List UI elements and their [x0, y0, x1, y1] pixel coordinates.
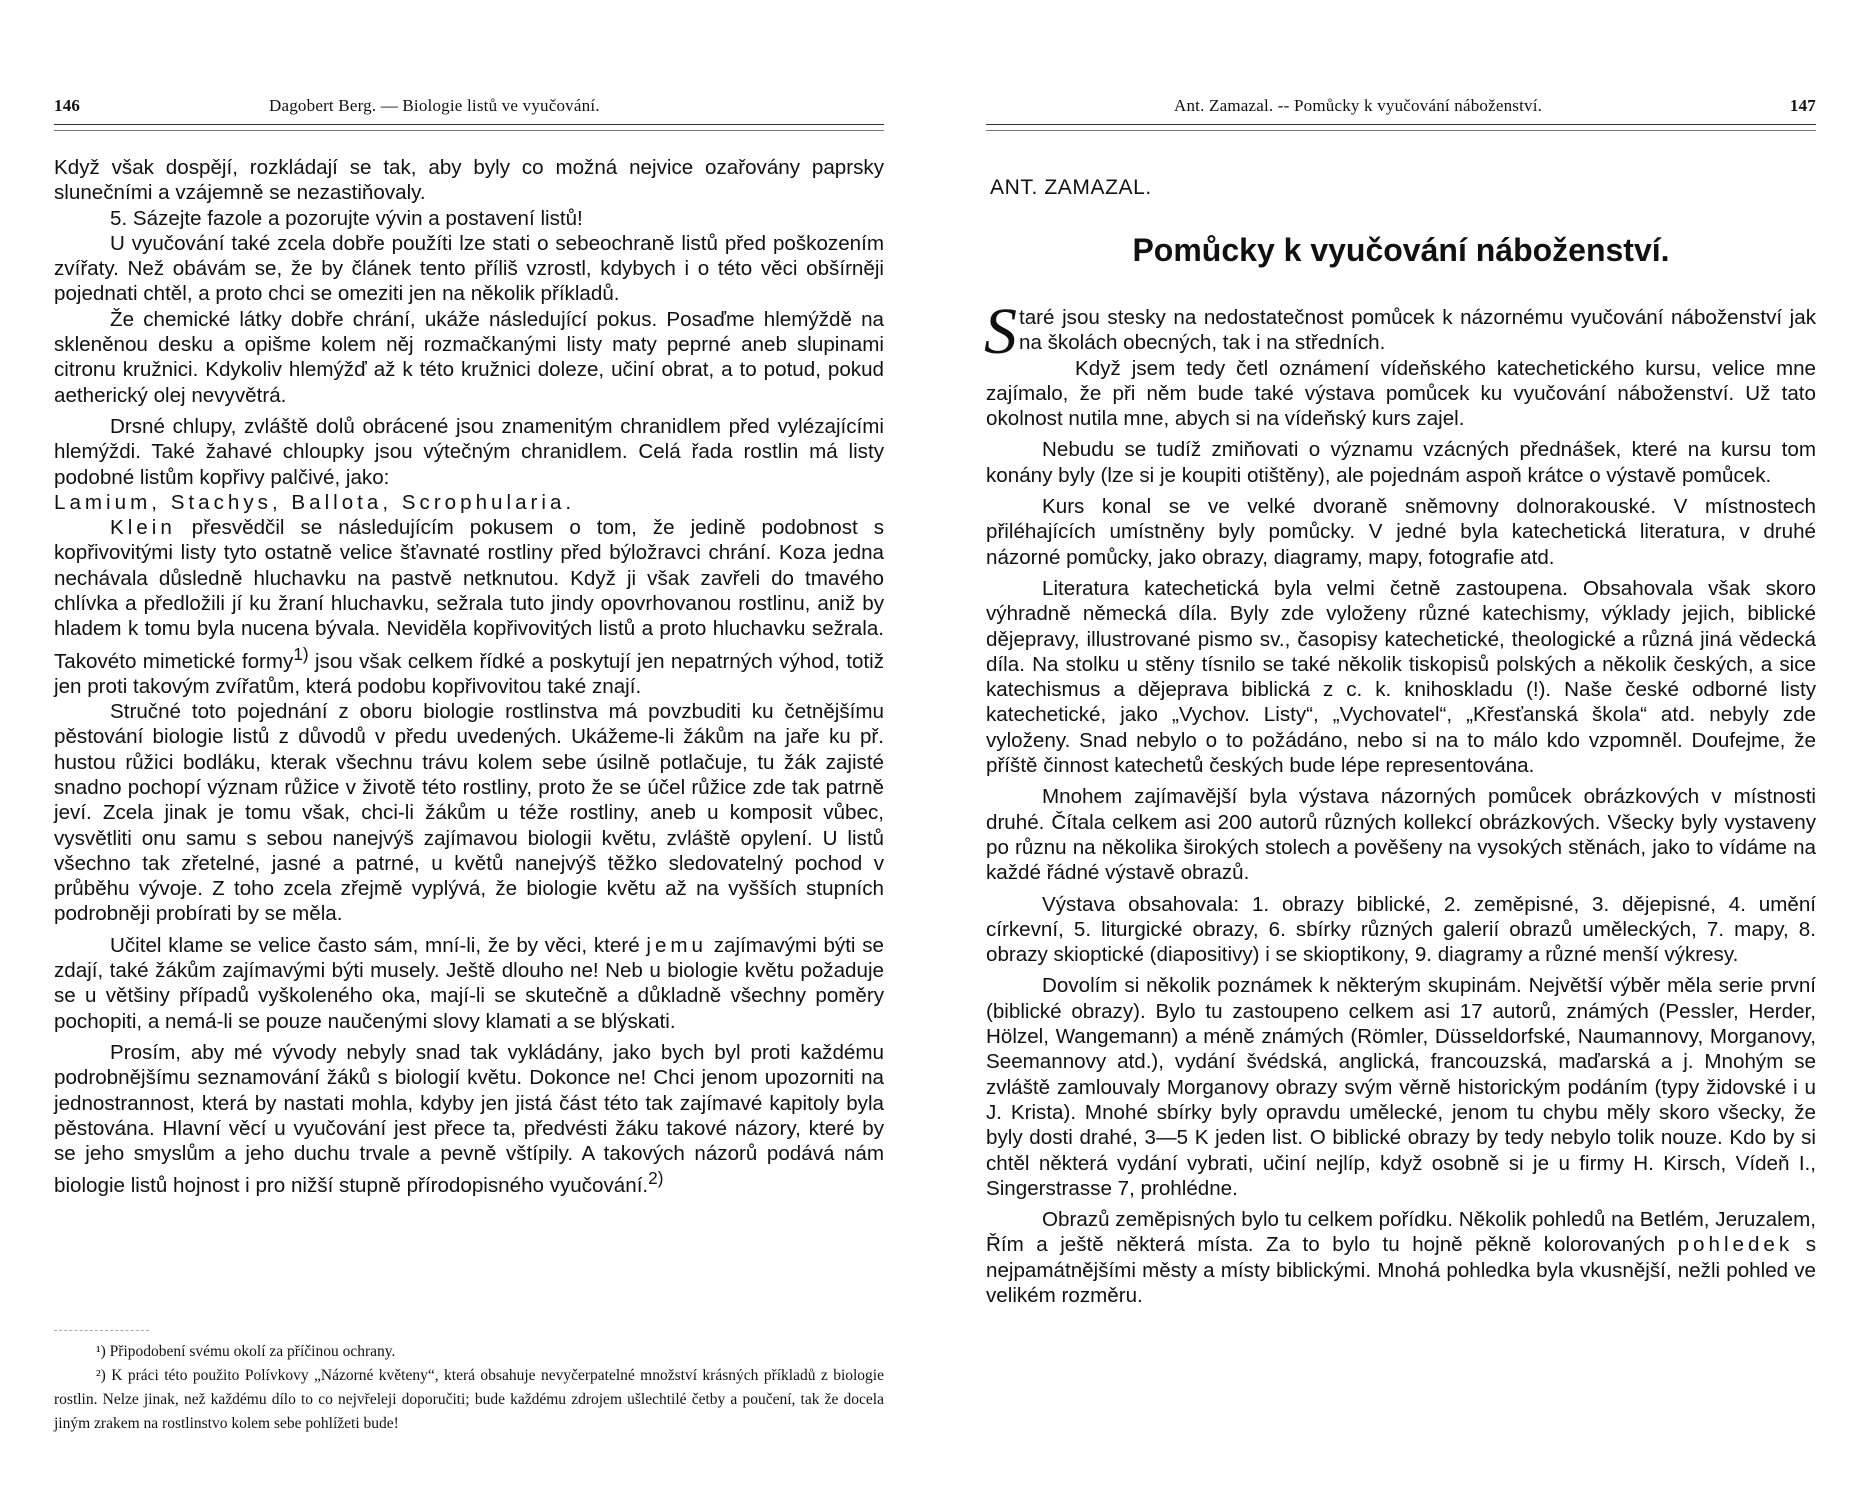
genera-list: Lamium, Stachys, Ballota, Scrophularia. — [54, 490, 576, 514]
paragraph-text: jsou však celkem řídké a poskytují jen nepatrných výhod, totiž jen proti takovým zvířatům, která podobu kopřivovitou také znají. — [54, 649, 884, 698]
paragraph — [984, 295, 1816, 368]
paragraph: Nebudu se tudíž zmiňovati o významu vzácných přednášek, které na kursu tom konány byly (lze si je koupiti otištěny), ale pojednám aspoň krátce o výstavě pomůcek. — [986, 438, 1816, 487]
drop-cap: S — [984, 295, 1017, 368]
paragraph: Když jsem tedy četl oznámení vídeňského katechetického kursu, velice mne zajímalo, že při něm bude také výstava pomůcek ku vyučování náboženství. Už tato okolnost nutila mne, abych si na vídeňský kurs zajel. — [986, 356, 1816, 431]
page-number: 147 — [1789, 96, 1816, 115]
article-title: Pomůcky k vyučování náboženství. — [1132, 232, 1670, 268]
footnote: ¹) Připodobení svému okolí za příčinou ochrany. — [96, 1343, 396, 1360]
running-title: Ant. Zamazal. -- Pomůcky k vyučování náboženství. — [1174, 96, 1543, 115]
article-author: ANT. ZAMAZAL. — [990, 176, 1152, 199]
paragraph — [986, 1207, 1816, 1308]
paragraph — [54, 933, 884, 1034]
emphasis-spaced: jemu — [646, 933, 708, 957]
paragraph-text: Drsné chlupy, zvláště dolů obrácené jsou znamenitým chranidlem před vylézajícími hlemýždi. Také žahavé chloupky jsou výtečným chranidlem. Celá řada rostlin má listy podobné listům kopřivy palčivé, jako: — [54, 414, 884, 489]
paragraph-text: taré jsou stesky na nedostatečnost pomůcek k názornému vyučování náboženství jak na školách obecných, tak i na středních. — [1019, 306, 1816, 355]
paragraph — [54, 414, 884, 515]
paragraph: Kurs konal se ve velké dvoraně sněmovny dolnorakouské. V místnostech přiléhajících umístněny byly pomůcky. V jedné byla katechetická literatura, v druhé názorné pomůcky, jako obrazy, diagramy, mapy, fotografie atd. — [986, 495, 1816, 569]
paragraph: Výstava obsahovala: 1. obrazy biblické, 2. zeměpisné, 3. dějepisné, 4. umění církevní, 5. liturgické obrazy, 6. sbírky různých galerií obrazů uměleckých, 7. mapy, 8. obrazy skioptické (diapositivy) i se skioptikony, 9. diagramy a různé menší výkresy. — [986, 892, 1816, 967]
paragraph: Mnohem zajímavější byla výstava názorných pomůcek obrázkových v místnosti druhé. Čítala celkem asi 200 autorů různých kollekcí obrázkových. Všecky byly vystaveny po různu na několika širokých stolech a pověšeny na vysokých stěnách, jako to vídáme na každé řádné výstavě obrazů. — [986, 785, 1816, 885]
paragraph: U vyučování také zcela dobře použíti lze stati o sebeochraně listů před poškozením zvířaty. Než obávám se, že by článek tento příliš vzrostl, kdybych i o této věci obšírněji pojednati chtěl, a proto chci se omeziti jen na několik příkladů. — [54, 231, 884, 306]
paragraph: Když však dospějí, rozkládají se tak, aby byly co možná nejvice ozařovány paprsky slunečními a vzájemně se nezastiňovaly. — [54, 156, 884, 205]
paragraph — [54, 1040, 884, 1199]
footnote-rule — [54, 1330, 149, 1331]
paragraph: Že chemické látky dobře chrání, ukáže následující pokus. Posaďme hlemýždě na skleněnou desku a opišme kolem něj rozmačkanými listy maty peprné aneb slupinami citronu kružnici. Kdykoliv hlemýžď až k této kružnici doleze, učiní obrat, a to potud, pokud aetherický olej nevyvětrá. — [54, 307, 884, 407]
paragraph-text: Obrazů zeměpisných bylo tu celkem pořídku. Několik pohledů na Betlém, Jeruzalem, Řím a ještě některá místa. Za to bylo tu hojně pěkně kolorovaných — [986, 1208, 1816, 1257]
header-rule — [986, 124, 1816, 131]
paragraph-text: Učitel klame se velice často sám, mní-li, že by věci, které — [110, 933, 647, 957]
page-number: 146 — [54, 96, 81, 115]
body-text — [984, 295, 1816, 1308]
author-name-spaced: Klein — [110, 516, 176, 540]
footnote-marker: 1) — [293, 643, 309, 664]
paragraph: Literatura katechetická byla velmi četně zastoupena. Obsahovala však skoro výhradně německá díla. Byly zde vyloženy různé katechismy, výklady jejich, biblické dějepravy, illustrované pismo sv., časopisy katechetické, theologické a různá jiná vědecká díla. Na stolku u stěny tísnilo se také několik tiskopisů polských a několik českých, a sice katechismus a dějeprava biblická z c. k. knihoskladu (!). Naše české odborné listy katechetické, jako „Vychov. Listy“, „Vychovatel“, „Křesťanská škola“ atd. nebyly zde vyloženy. Snad nebylo o to požádáno, nebo si na to málo kdo vzpomněl. Doufejme, že příště činnost katechetů českých bude lépe representována. — [986, 576, 1816, 778]
paragraph-text: přesvědčil se následujícím pokusem o tom, že jedině podobnost s kopřivovitými listy tyto ostatně velice šťavnaté rostliny před býložravci chrání. Koza jedna nechávala důsledně hluchavku na pastvě netknutou. Když ji však zavřeli do tmavého chlívka a předložili jí ku žraní hluchavku, sežrala tuto jindy opovrhovanou rostlinu, aniž by hladem k tomu byla nucena bývala. Neviděla kopřivovitých listů a proto hluchavku sežrala. Takovéto mimetické formy — [54, 516, 884, 673]
footnotes — [54, 1340, 884, 1436]
paragraph-text: zajímavými býti se zdají, také žákům zajímavými býti musely. Ještě dlouho ne! Neb u biologie květu požaduje se u většiny případů vyškoleného oka, mají-li se skutečně a důkladně všechny poměry pochopiti, a nemá-li se pouze naučenými slovy klamati a se blýskati. — [54, 933, 884, 1033]
paragraph-text: s nejpamátnějšími městy a místy biblickými. Mnohá pohledka byla vkusnější, nežli pohled ve velikém rozměru. — [986, 1233, 1816, 1307]
header-rule — [54, 124, 884, 131]
paragraph: Stručné toto pojednání z oboru biologie rostlinstva má povzbuditi ku četnějšímu pěstování biologie listů z důvodů v předu uvedených. Ukážeme-li žákům na jaře ku př. hustou růžici bodláku, kterak všechnu trávu kolem sebe úsilně potlačuje, tu žák zajisté snadno pochopí význam růžice v životě této rostliny, proto že se účel růžice zde tak patrně jeví. Zcela jinak je tomu však, chci-li žákům u téže rostliny, aneb u komposit vůbec, vysvětliti onu samu s sebou nanejvýš zajímavou biologii květu, zvláště opylení. U listů všechno tak zřetelné, jasné a patrné, u květů nanejvýš těžko sledovatelný pochod v průběhu vývoje. Z toho zcela zřejmě vyplývá, že biologie květu až na vyšších stupních podrobněji probírati by se měla. — [54, 700, 884, 926]
footnote-marker: 2) — [648, 1168, 664, 1189]
emphasis-spaced: pohledek — [1677, 1233, 1794, 1257]
body-text — [54, 155, 884, 1199]
footnote: ²) K práci této použito Polívkovy „Názorné květeny“, která obsahuje nevyčerpatelné množství krásných příkladů z biologie rostlin. Nelze jinak, než každému dílo to co nejvřeleji doporučiti; bude každému zdrojem ušlechtilé četby a poučení, tak že docela jiným zrakem na rostlinstvo kolem sebe pohlížeti bude! — [54, 1367, 884, 1432]
paragraph — [54, 515, 884, 699]
running-title: Dagobert Berg. — Biologie listů ve vyučování. — [269, 96, 600, 115]
paragraph: 5. Sázejte fazole a pozorujte vývin a postavení listů! — [110, 206, 583, 230]
paragraph-text: Prosím, aby mé vývody nebyly snad tak vykládány, jako bych byl proti každému podrobnějšímu seznamování žáků s biologií květu. Dokonce ne! Chci jenom upozorniti na jednostrannost, která by nastati mohla, kdyby jen jistá část této tak zajímavé kapitoly byla pěstována. Hlavní věcí u vyučování jest přece ta, předvésti žáku takové názory, které by se jeho smyslům a jeho duchu trvale a pevně vštípily. A takových názorů podává nám biologie listů hojnost i pro nižší stupně přírodopisného vyučování. — [54, 1040, 884, 1198]
paragraph: Dovolím si několik poznámek k některým skupinám. Největší výběr měla serie první (biblické obrazy). Bylo tu zastoupeno celkem asi 17 autorů, známých (Pessler, Herder, Hölzel, Wangemann) a méně známých (Römler, Düsseldorfské, Naumannovy, Morganovy, Seemannovy atd.), vydání švédská, anglická, francouzská, maďarská a j. Mnohým se zvláště zamlouvaly Morganovy obrazy svým věrně historickým podáním (typy židovské i u J. Krista). Mnohé sbírky byly opravdu umělecké, jenom tu chybu měly skoro všecky, že byly dosti drahé, 3—5 K jeden list. O biblické obrazy by tedy nebylo tolik nouze. Kdo by si chtěl některá vydání vybrati, učiní nejlíp, když osobně si je u firmy H. Kirsch, Vídeň I., Singerstrasse 7, prohlédne. — [986, 974, 1816, 1200]
